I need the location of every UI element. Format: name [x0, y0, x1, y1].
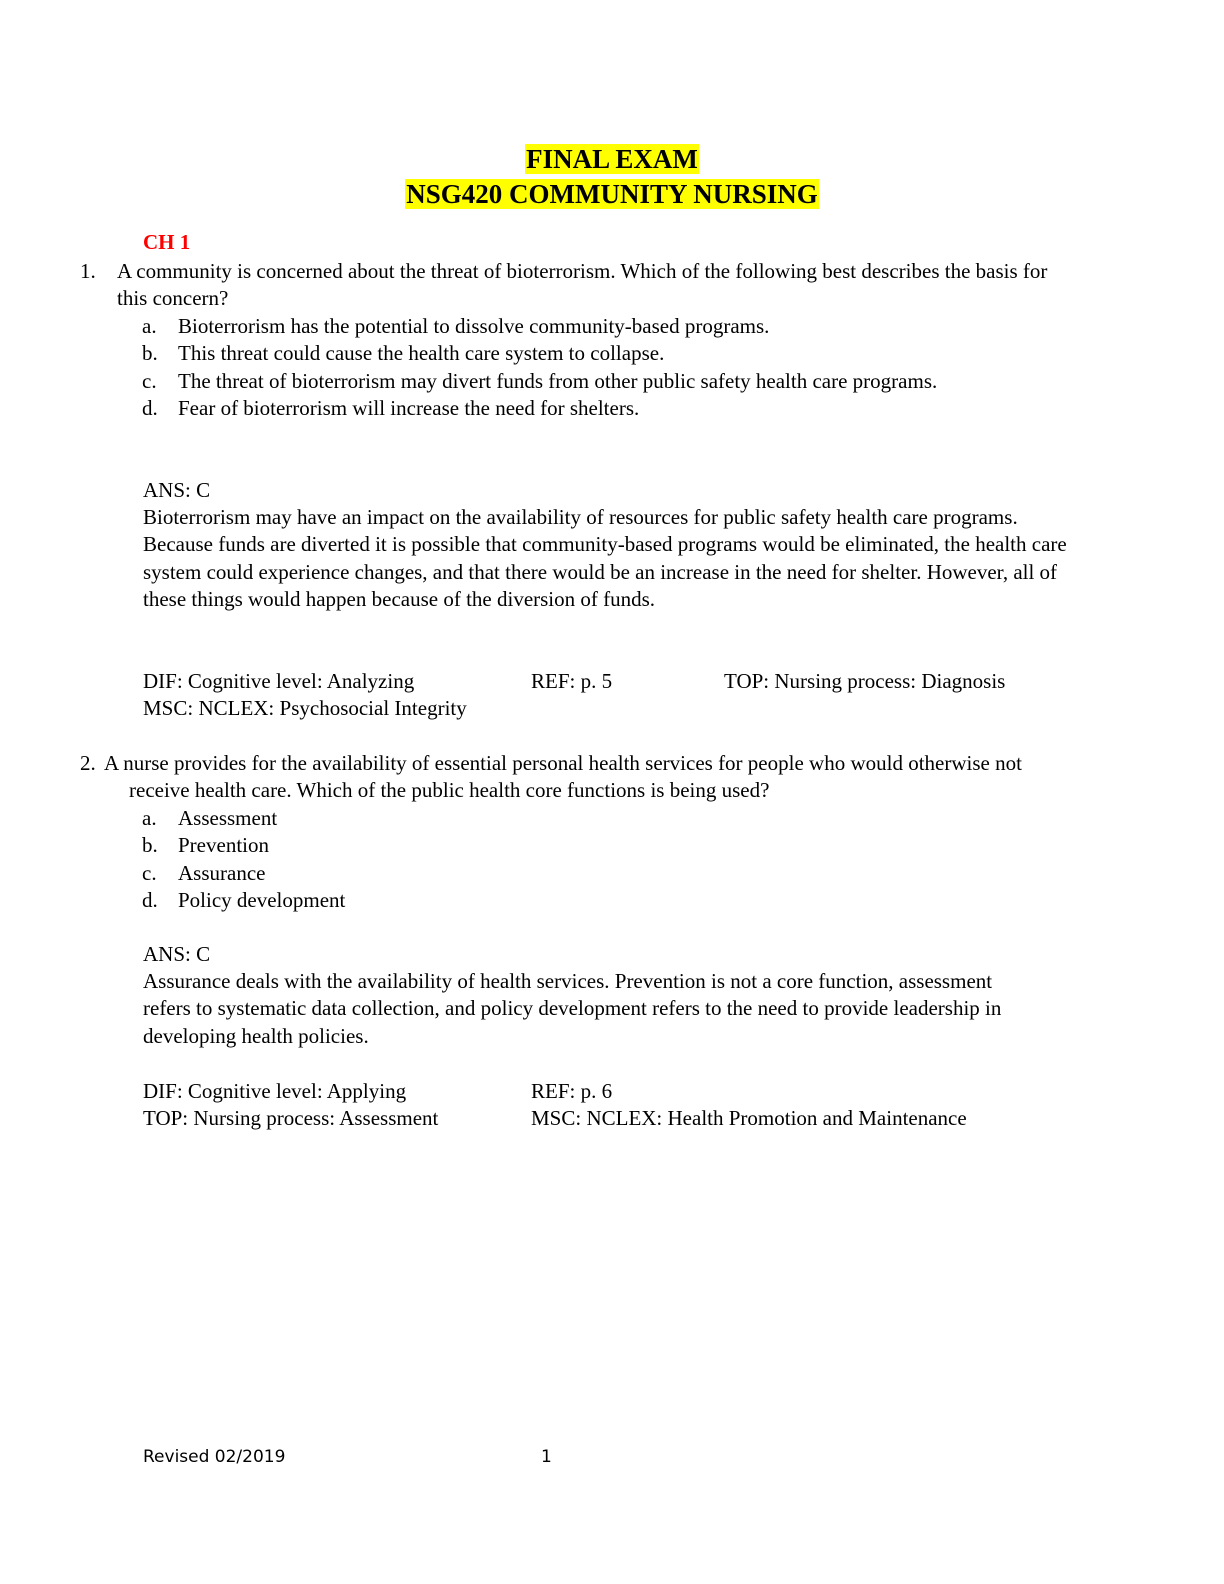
metadata-row-3 [143, 1078, 1073, 1106]
question-2 [80, 750, 1080, 920]
reference: REF: p. 5 [531, 669, 613, 693]
chapter-heading: CH 1 [143, 230, 191, 254]
option-d: d. Fear of bioterrorism will increase the need for shelters. [142, 396, 640, 421]
answer-2: ANS: C [143, 942, 211, 966]
msc: MSC: NCLEX: Health Promotion and Maintenance [531, 1106, 967, 1130]
option-a: a. Assessment [142, 806, 278, 830]
answer-options [142, 805, 1042, 915]
exam-title: FINAL EXAM [526, 144, 698, 174]
course-title: NSG420 COMMUNITY NURSING [406, 179, 818, 209]
option-c: c. The threat of bioterrorism may divert funds from other public safety health care programs. [142, 368, 938, 393]
answer-options [142, 313, 982, 423]
difficulty: DIF: Cognitive level: Analyzing [143, 669, 415, 693]
msc: MSC: NCLEX: Psychosocial Integrity [143, 696, 467, 720]
topic: TOP: Nursing process: Diagnosis [724, 669, 1006, 693]
option-d: d. Policy development [142, 888, 346, 913]
metadata-row-4 [143, 1105, 1073, 1133]
topic: TOP: Nursing process: Assessment [143, 1106, 439, 1130]
difficulty: DIF: Cognitive level: Applying [143, 1079, 407, 1103]
question-number: 2. [80, 751, 96, 775]
metadata-row-2 [143, 695, 1073, 723]
question-number: 1. [80, 259, 96, 283]
option-a: a. Bioterrorism has the potential to dissolve community-based programs. [142, 314, 770, 338]
reference: REF: p. 6 [531, 1079, 613, 1103]
question-text: A nurse provides for the availability of essential personal health services for people who would otherwise not receive health care. Which of the public health core functions is being used? [104, 751, 1022, 803]
metadata-row-1 [143, 668, 1073, 696]
answer-1: ANS: C [143, 478, 211, 502]
rationale-1: Bioterrorism may have an impact on the availability of resources for public safety health care programs. Because funds are diverted it is possible that community-based programs would be eliminated, the health care system could experience changes, and that there would be an increase in the need for shelter. However, all of these things would happen because of the diversion of funds. [143, 505, 1067, 612]
question-text: A community is concerned about the threat of bioterrorism. Which of the following best describes the basis for this concern? [117, 259, 1048, 311]
option-b: b. This threat could cause the health care system to collapse. [142, 341, 665, 366]
rationale-2: Assurance deals with the availability of health services. Prevention is not a core function, assessment refers to systematic data collection, and policy development refers to the need to provide leadership in developing health policies. [143, 969, 1002, 1048]
revision-date: Revised 02/2019 [143, 1447, 286, 1467]
page-number: 1 [541, 1447, 552, 1467]
option-c: c. Assurance [142, 860, 266, 885]
option-b: b. Prevention [142, 833, 269, 858]
